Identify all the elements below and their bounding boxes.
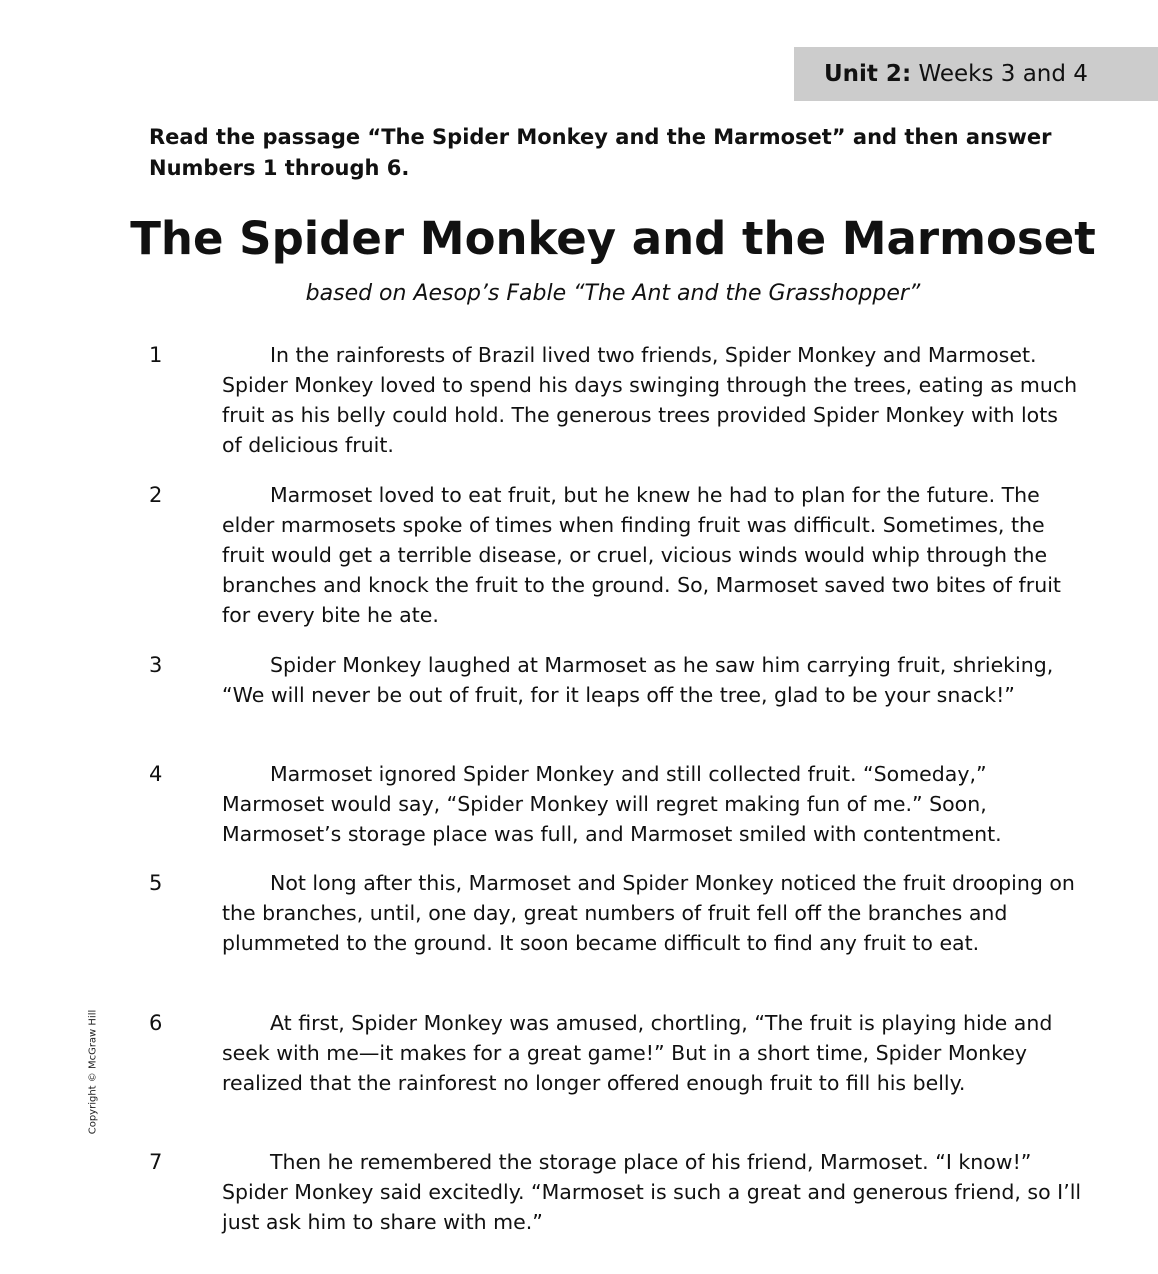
paragraph-text: Spider Monkey laughed at Marmoset as he saw him carrying fruit, shrieking, “We will never be out of fruit, for it leaps off the tree, glad to be your snack!”: [222, 653, 1054, 707]
instructions: Read the passage “The Spider Monkey and the Marmoset” and then answer Numbers 1 through 6.: [149, 125, 1052, 180]
paragraph-text: In the rainforests of Brazil lived two friends, Spider Monkey and Marmoset. Spider Monkey loved to spend his days swinging through the trees, eating as much fruit as his belly could hold. The generous trees provided Spider Monkey with lots of delicious fruit.: [222, 343, 1078, 457]
paragraph-text: Then he remembered the storage place of his friend, Marmoset. “I know!” Spider Monkey said excitedly. “Marmoset is such a great and generous friend, so I’ll just ask him to share with me.”: [222, 1150, 1082, 1234]
passage-title: The Spider Monkey and the Marmoset: [130, 212, 1096, 265]
paragraph-number: 7: [149, 1150, 163, 1174]
paragraph-number: 1: [149, 343, 163, 367]
paragraph-number: 3: [149, 653, 163, 677]
unit-weeks: Weeks 3 and 4: [918, 61, 1088, 87]
copyright-notice: Copyright © McGraw Hill: [87, 1009, 99, 1135]
passage-subtitle: based on Aesop’s Fable “The Ant and the Grasshopper”: [305, 281, 921, 306]
paragraph-text: Marmoset loved to eat fruit, but he knew he had to plan for the future. The elder marmosets spoke of times when finding fruit was difficult. Sometimes, the fruit would get a terrible disease, or cruel, vicious winds would whip through the branches and knock the fruit to the ground. So, Marmoset saved two bites of fruit for every bite he ate.: [222, 483, 1061, 627]
paragraph-text: Marmoset ignored Spider Monkey and still collected fruit. “Someday,” Marmoset would say, “Spider Monkey will regret making fun of me.” Soon, Marmoset’s storage place was full, and Marmoset smiled with contentment.: [222, 762, 1002, 846]
unit-label: Unit 2:: [824, 61, 912, 87]
paragraph-number: 4: [149, 762, 163, 786]
paragraph-number: 2: [149, 483, 163, 507]
paragraph-text: At first, Spider Monkey was amused, chortling, “The fruit is playing hide and seek with me—it makes for a great game!” But in a short time, Spider Monkey realized that the rainforest no longer offered enough fruit to fill his belly.: [222, 1011, 1053, 1095]
paragraph-number: 6: [149, 1011, 163, 1035]
paragraph-text: Not long after this, Marmoset and Spider Monkey noticed the fruit drooping on the branches, until, one day, great numbers of fruit fell off the branches and plummeted to the ground. It soon became difficult to find any fruit to eat.: [222, 871, 1075, 955]
paragraph-number: 5: [149, 871, 163, 895]
unit-header-tab: [794, 47, 1158, 101]
